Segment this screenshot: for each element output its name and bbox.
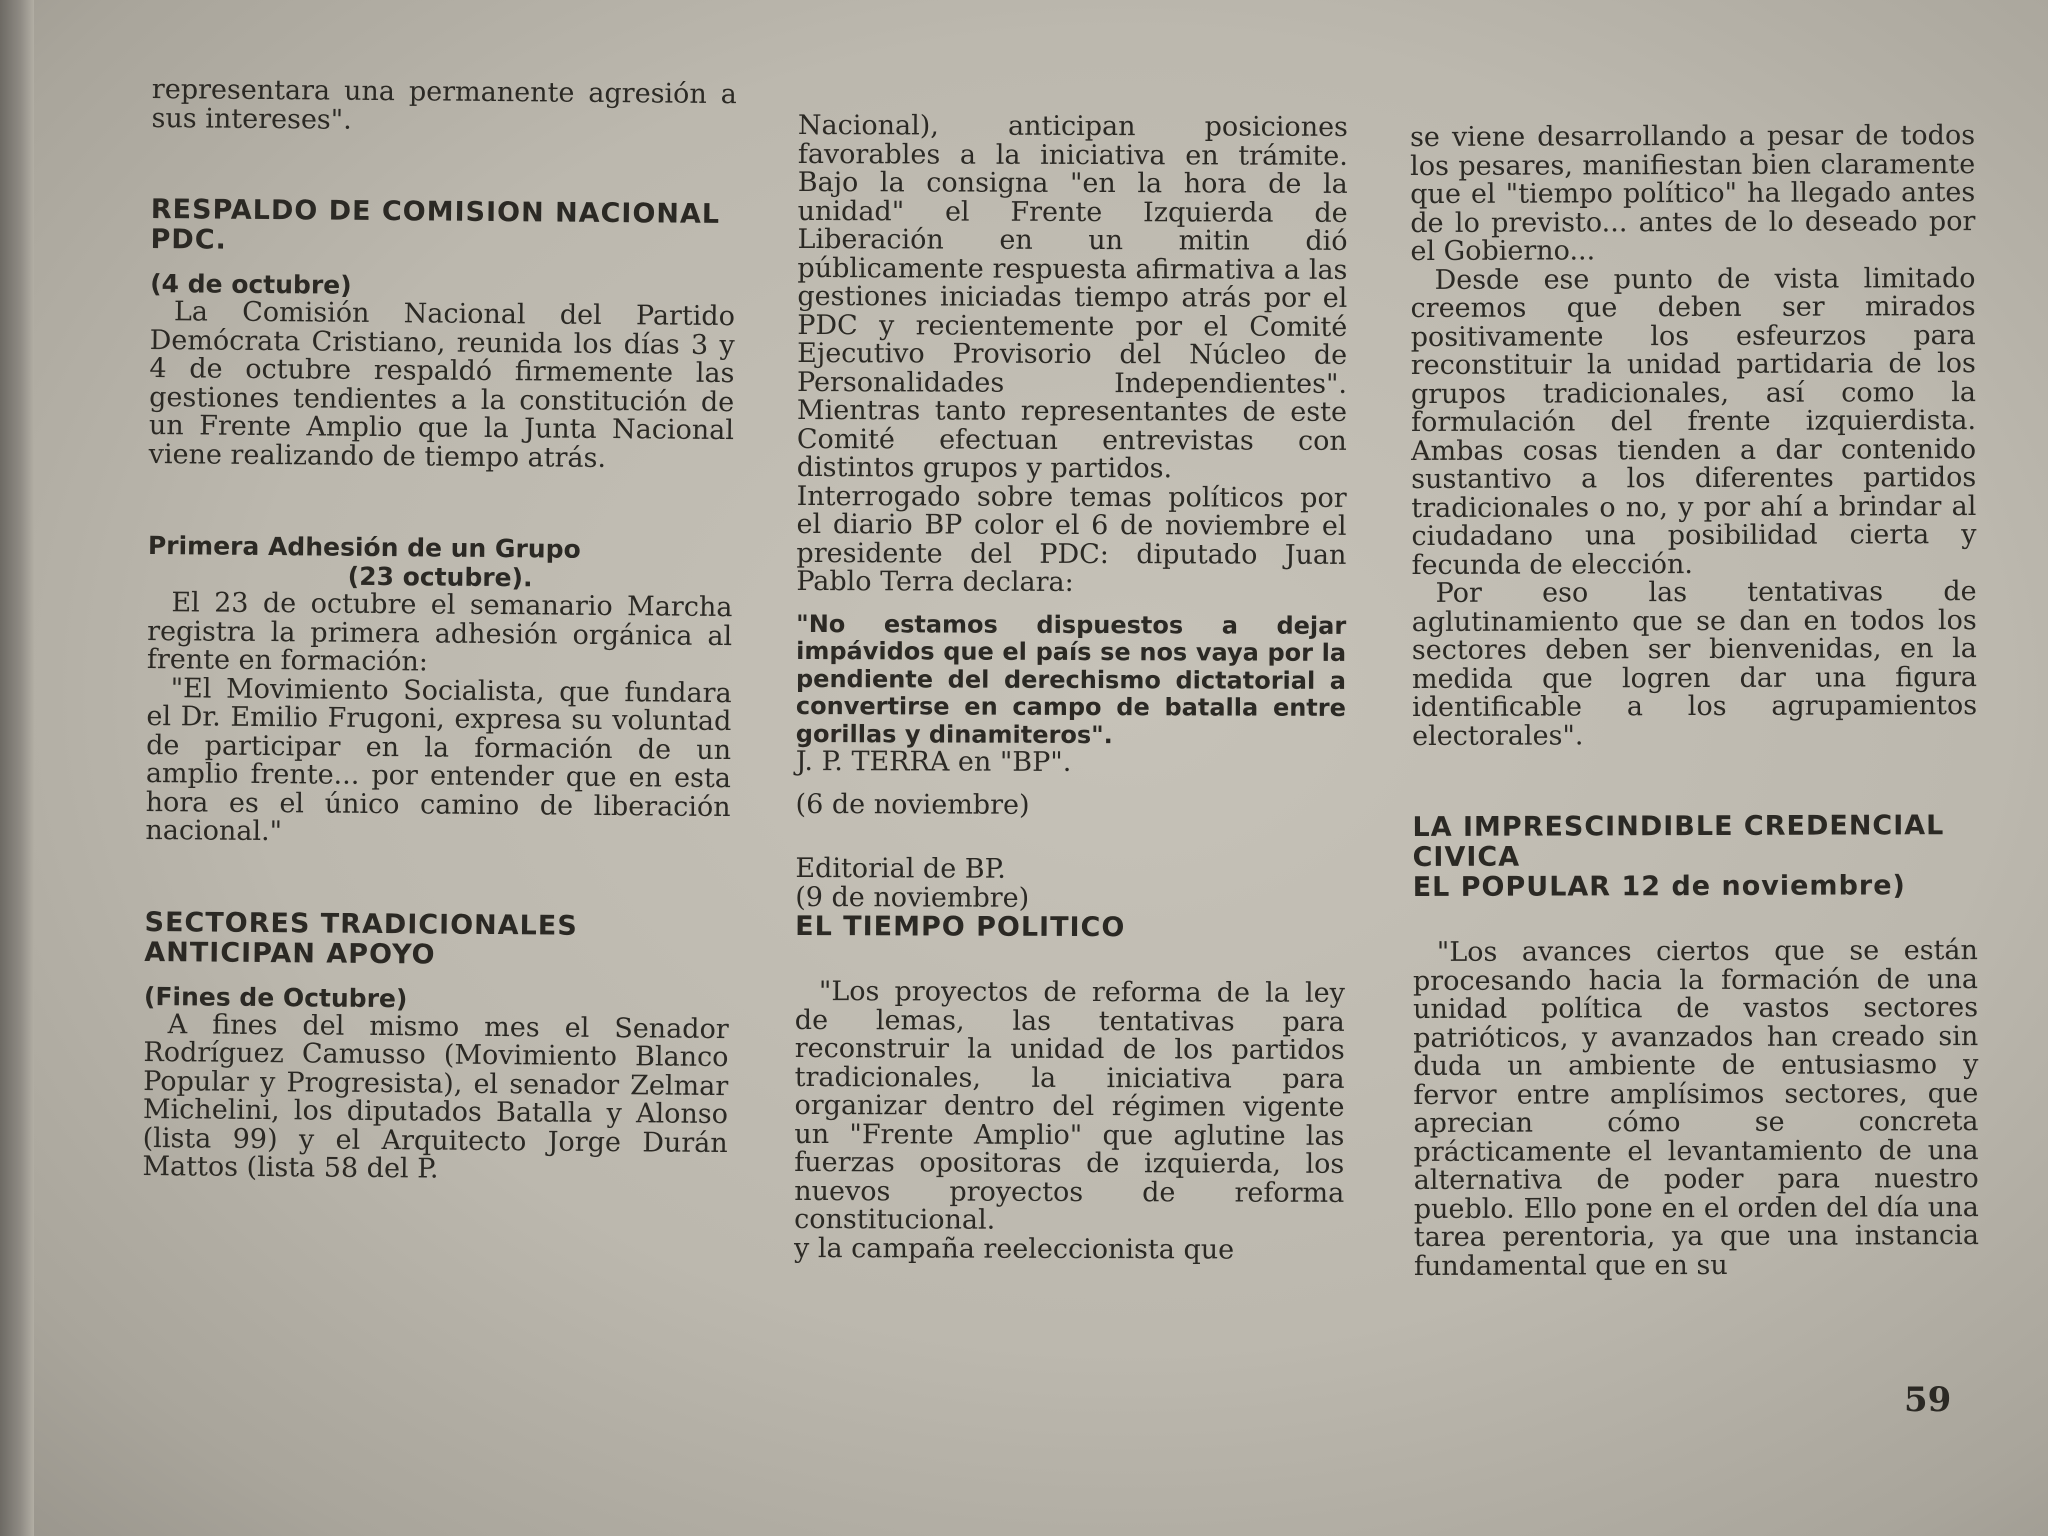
section-date-respaldo: (4 de octubre) bbox=[150, 268, 352, 300]
continued-paragraph: se viene desarrollando a pesar de todos los pesares, manifiestan bien claramente que el "tiempo político" ha llegado antes de lo previsto... antes de lo deseado por el Gobierno... bbox=[1409, 120, 1976, 267]
section-heading-sectores: SECTORES TRADICIONALES ANTICIPAN APOYO bbox=[144, 906, 578, 971]
section-body-credencial: "Los avances ciertos que se están procesando hacia la formación de una unidad política de vastos sectores patrióticos, y avanzados han creado sin duda un ambiente de entusiasmo y fervor entre amplísimos sectores, que aprecian cómo se concreta prácticamente el levantamiento de una alternativa de poder para nuestro pueblo. Ello pone en el orden del día una tarea perentoria, ya que una instancia fundamental que en su bbox=[1412, 935, 1979, 1282]
section-body-sectores: A fines del mismo mes el Senador Rodríguez Camusso (Movimiento Blanco Popular y Progresista), el senador Zelmar Michelini, los diputados Batalla y Alonso (lista 99) y el Arquitecto Jorge Durán Mattos (lista 58 del P. bbox=[142, 1008, 729, 1185]
quote-movimiento-socialista: "El Movimiento Socialista, que fundara el Dr. Emilio Frugoni, expresa su voluntad de participar en la formación de un amplio frente... por entender que en esta hora es el único camino de liberación nacional." bbox=[145, 672, 732, 848]
quote-attribution-date: (6 de noviembre) bbox=[795, 788, 1030, 821]
editorial-heading: EL TIEMPO POLITICO bbox=[795, 910, 1126, 944]
interview-paragraph: Interrogado sobre temas políticos por el diario BP color el 6 de noviembre el presidente del PDC: diputado Juan Pablo Terra declara: bbox=[796, 480, 1347, 598]
section-body-primera-adhesion: El 23 de octubre el semanario Marcha registra la primera adhesión orgánica al frente en formación: bbox=[146, 587, 733, 678]
column-right bbox=[1410, 122, 1979, 1281]
section-heading-respaldo: RESPALDO DE COMISION NACIONAL PDC. bbox=[150, 193, 721, 256]
quote-attribution: J. P. TERRA en "BP". bbox=[795, 745, 1072, 778]
continued-paragraph: Nacional), anticipan posiciones favorables a la iniciativa en trámite. Bajo la consigna "en la hora de la unidad" el Frente Izquierda de Liberación en un mitin dió públicamente respuesta afirmativa a las gestiones iniciadas tiempo atrás por el PDC y recientemente por el Comité Ejecutivo Provisorio del Núcleo de Personalidades Independientes". Mientras tanto representantes de este Comité efectuan entrevistas con distintos grupos y partidos. bbox=[796, 110, 1349, 485]
section-heading-primera-adhesion: Primera Adhesión de un Grupo bbox=[147, 530, 581, 564]
editorial-body: "Los proyectos de reforma de la ley de lemas, las tentativas para reconstruir la unidad de los partidos tradicionales, la iniciativa para organizar dentro del régimen vigente un "Frente Amplio" que aglutine las fuerzas opositoras de izquierda, los nuevos proyectos de reforma constitucional. bbox=[794, 976, 1345, 1236]
intro-paragraph: representara una permanente agresión a sus intereses". bbox=[151, 74, 737, 136]
page-number: 59 bbox=[1904, 1380, 1952, 1420]
editorial-source: Editorial de BP. bbox=[795, 852, 1006, 885]
editorial-date: (9 de noviembre) bbox=[795, 881, 1030, 914]
editorial-continuation: y la campaña reeleccionista que bbox=[793, 1232, 1235, 1266]
section-subheading-el-popular: EL POPULAR 12 de noviembre) bbox=[1412, 870, 1906, 903]
quote-terra: "No estamos dispuestos a dejar impávidos que el país se nos vaya por la pendiente del derechismo dictatorial a convertirse en campo de batalla entre gorillas y dinamiteros". bbox=[795, 609, 1347, 749]
paragraph-tentativas: Por eso las tentativas de aglutinamiento que se dan en todos los sectores deben ser bienvenidas, en la medida que logren dar una figura identificable a los agrupamientos electorales". bbox=[1411, 576, 1978, 752]
paragraph-punto-de-vista: Desde ese punto de vista limitado creemos que deben ser mirados positivamente los esfeurzos para reconstituir la unidad partidaria de los grupos tradicionales, así como la formulación del frente izquierdista. Ambas cosas tienden a dar contenido sustantivo a los diferentes partidos tradicionales o no, y por ahí a brindar al ciudadano una posibilidad cierta y fecunda de elección. bbox=[1410, 262, 1977, 581]
section-heading-credencial: LA IMPRESCINDIBLE CREDENCIAL CIVICA bbox=[1412, 810, 1945, 873]
column-middle bbox=[794, 112, 1348, 1265]
section-body-respaldo: La Comisión Nacional del Partido Demócrata Cristiano, reunida los días 3 y 4 de octubre respaldó firmemente las gestiones tendientes a la constitución de un Frente Amplio que la Junta Nacional viene realizando de tiempo atrás. bbox=[148, 296, 736, 474]
book-binding bbox=[0, 0, 34, 1536]
section-date-primera-adhesion: (23 octubre). bbox=[347, 561, 533, 593]
column-left bbox=[142, 76, 737, 1187]
section-date-sectores: (Fines de Octubre) bbox=[143, 981, 408, 1013]
